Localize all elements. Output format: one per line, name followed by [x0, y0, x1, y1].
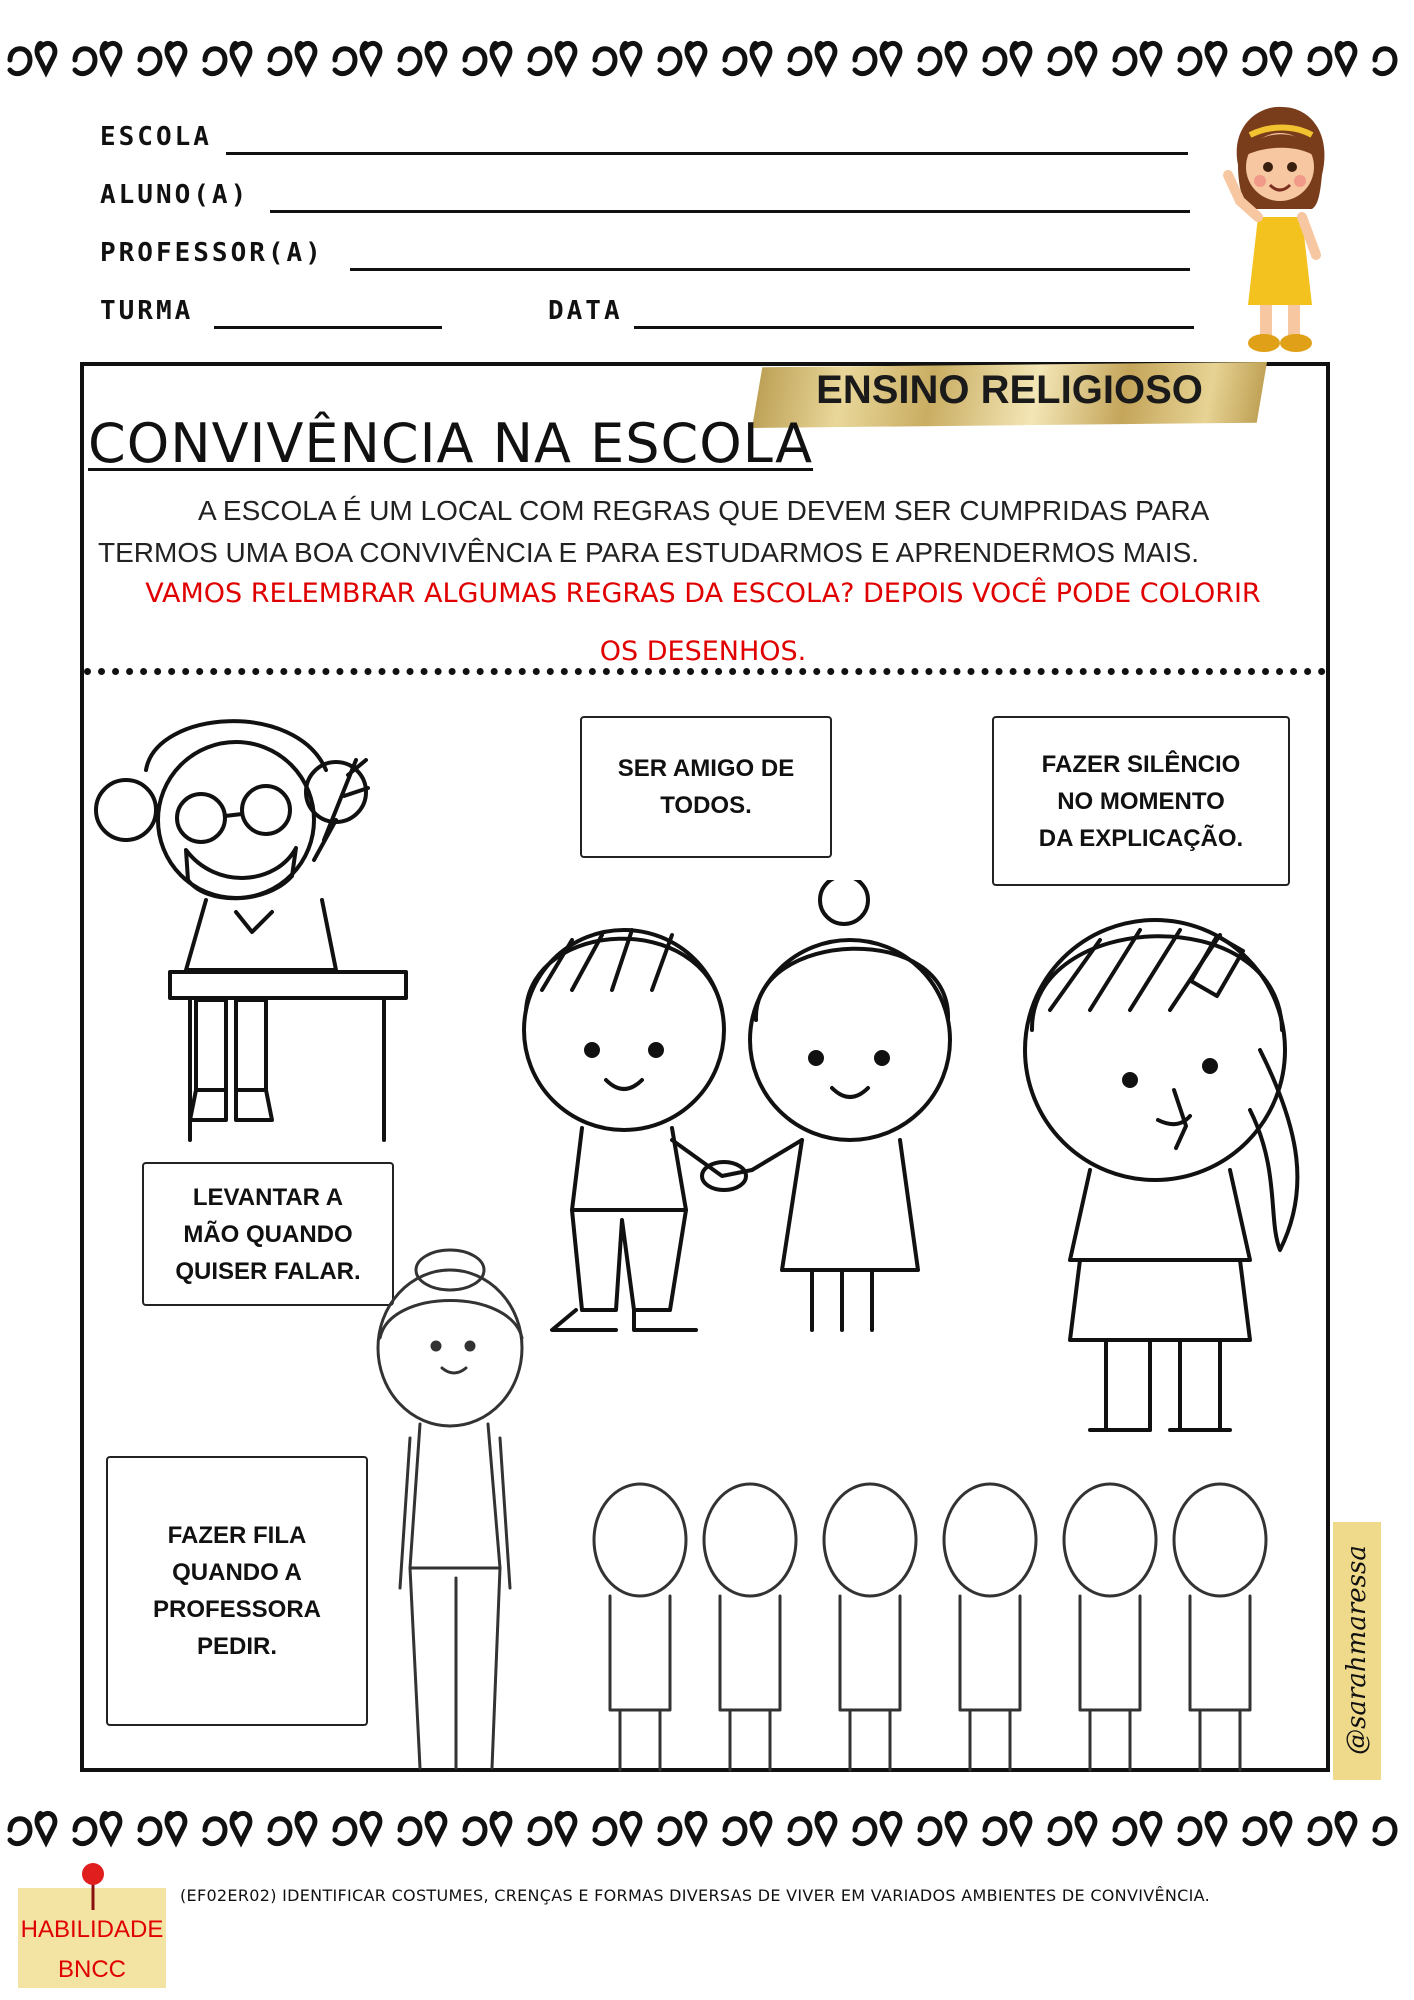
girl-raising-hand-drawing	[86, 700, 416, 1160]
teacher-line[interactable]	[350, 246, 1190, 271]
credit-text: @sarahmaressa	[1342, 1545, 1372, 1755]
instruction-line-2: OS DESENHOS.	[599, 636, 807, 667]
date-label: DATA	[548, 296, 623, 326]
instruction-line-1: VAMOS RELEMBRAR ALGUMAS REGRAS DA ESCOLA? DEPOIS VOCÊ PODE COLORIR	[145, 578, 1261, 609]
pushpin-icon	[80, 1862, 110, 1912]
girl-waving-illustration	[1220, 105, 1340, 360]
intro-text: A ESCOLA É UM LOCAL COM REGRAS QUE DEVEM SER CUMPRIDAS PARA TERMOS UMA BOA CONVIVÊNCIA E PARA ESTUDARMOS E APRENDERMOS MAIS.	[98, 495, 1208, 568]
school-label: ESCOLA	[100, 122, 212, 152]
subject-label: ENSINO RELIGIOSO	[816, 368, 1203, 412]
date-line[interactable]	[634, 304, 1194, 329]
rule-box-raise-hand: LEVANTAR A MÃO QUANDO QUISER FALAR.	[142, 1162, 394, 1306]
class-line[interactable]	[214, 304, 442, 329]
bncc-label: HABILIDADE BNCC	[20, 1916, 164, 1983]
student-label: ALUNO(A)	[100, 180, 250, 210]
rule-box-silence: FAZER SILÊNCIO NO MOMENTO DA EXPLICAÇÃO.	[992, 716, 1290, 886]
kids-shaking-hands-drawing	[512, 880, 982, 1350]
rule-box-friend: SER AMIGO DE TODOS.	[580, 716, 832, 858]
bncc-description: (EF02ER02) IDENTIFICAR COSTUMES, CRENÇAS E FORMAS DIVERSAS DE VIVER EM VARIADOS AMBIENTES DE CONVIVÊNCIA.	[180, 1886, 1210, 1905]
heart-border-bottom	[0, 1800, 1414, 1860]
rule-box-line-up: FAZER FILA QUANDO A PROFESSORA PEDIR.	[106, 1456, 368, 1726]
class-label: TURMA	[100, 296, 194, 326]
heart-border-top	[0, 30, 1414, 90]
dotted-divider	[84, 668, 1326, 675]
student-line[interactable]	[270, 188, 1190, 213]
kids-in-line-drawing	[580, 1480, 1285, 1780]
girl-silence-gesture-drawing	[1010, 890, 1310, 1450]
teacher-drawing	[370, 1248, 560, 1778]
page-title: CONVIVÊNCIA NA ESCOLA	[88, 412, 814, 475]
school-line[interactable]	[226, 130, 1188, 155]
teacher-label: PROFESSOR(A)	[100, 238, 324, 268]
